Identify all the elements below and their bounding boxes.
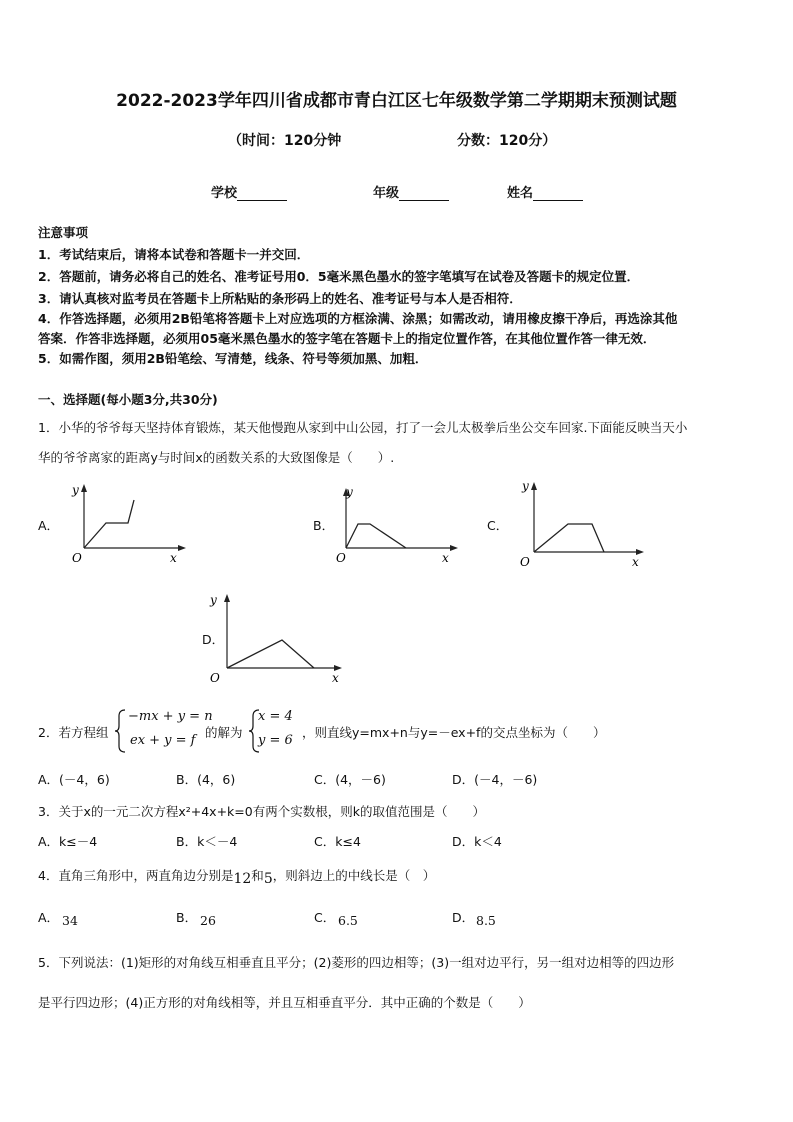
question-3-text: 3．关于x的一元二次方程x²+4x+k=0有两个实数根，则k的取值范围是（ ） [38,804,485,819]
notice-item: 1．考试结束后，请将本试卷和答题卡一并交回． [38,247,310,262]
q4-option-b-label: B． [176,910,198,925]
question-1-line-1: 1．小华的爷爷每天坚持体育锻炼，某天他慢跑从家到中山公园，打了一会儿太极拳后坐公交车回家.下面能反映当天小 [38,420,688,435]
q2-option-c: C．(4，－6) [314,772,386,787]
q4-text-b: ，则斜边上的中线长是（ ） [272,868,436,883]
question-4-text [38,866,436,887]
q3-option-b: B．k＜－4 [176,834,238,849]
q4-leg-2: 5 [263,871,273,887]
y-axis-label: y [522,479,529,493]
q1-graph-d [200,588,350,688]
question-2-suffix: ，则直线y=mx+n与y=－ex+f的交点坐标为（ ） [302,725,606,740]
y-axis-label: y [346,485,353,499]
q2-option-a: A．(－4，6) [38,772,110,787]
notice-item: 5．如需作图，须用2B铅笔绘、写清楚，线条、符号等须加黑、加粗． [38,351,428,366]
origin-label: O [336,551,346,565]
q3-option-d: D．k＜4 [452,834,502,849]
equation-2: ex + y = f [130,733,196,748]
school-blank [237,187,287,201]
q2-option-d: D．(－4，－6) [452,772,538,787]
q4-leg-1: 12 [233,871,252,887]
solution-y: y = 6 [258,733,293,748]
grade-blank [399,187,449,201]
section-heading: 一、选择题(每小题3分,共30分) [38,392,218,407]
notice-heading: 注意事项 [38,225,89,240]
q4-option-c-label: C． [314,910,336,925]
y-axis-label: y [210,593,217,607]
left-brace-icon [114,708,128,754]
question-2-mid: 的解为 [205,725,243,740]
name-field [507,182,583,201]
school-label: 学校 [211,186,238,201]
q1-graph-b [336,482,466,568]
notice-item: 答案．作答非选择题，必须用05毫米黑色墨水的签字笔在答题卡上的指定位置作答，在其他位置作答一律无效． [38,331,656,346]
q1-option-d-label: D． [202,632,225,647]
x-axis-label: x [632,555,639,569]
y-axis-label: y [72,483,79,497]
origin-label: O [72,551,82,565]
notice-item: 3．请认真核对监考员在答题卡上所粘贴的条形码上的姓名、准考证号与本人是否相符． [38,291,522,306]
exam-title: 2022-2023学年四川省成都市青白江区七年级数学第二学期期末预测试题 [116,91,677,111]
origin-label: O [210,671,220,685]
notice-item: 2．答题前，请务必将自己的姓名、准考证号用0．5毫米黑色墨水的签字笔填写在试卷及答题卡的规定位置． [38,269,640,284]
school-field [211,182,287,201]
q1-option-c-label: C． [487,518,509,533]
question-5-line-2: 是平行四边形；(4)正方形的对角线相等，并且互相垂直平分．其中正确的个数是（ ） [38,995,531,1010]
q4-option-d-value: 8.5 [476,913,496,928]
q4-option-c-value: 6.5 [338,913,358,928]
exam-time: （时间：120分钟 [228,133,342,149]
q2-option-b: B．(4，6) [176,772,236,787]
question-1-line-2: 华的爷爷离家的距离y与时间x的函数关系的大致图像是（ ）. [38,450,395,465]
x-axis-label: x [170,551,177,565]
q1-graph-c [512,476,652,570]
q4-option-a-label: A． [38,910,60,925]
q3-option-c: C．k≤4 [314,834,361,849]
x-axis-label: x [332,671,339,685]
solution-x: x = 4 [258,709,293,724]
q4-option-b-value: 26 [200,913,216,928]
q4-option-a-value: 34 [62,913,78,928]
x-axis-label: x [442,551,449,565]
name-label: 姓名 [507,186,534,201]
equation-1: −mx + y = n [128,709,213,724]
question-5-line-1: 5．下列说法：(1)矩形的对角线互相垂直且平分；(2)菱形的四边相等；(3)一组对边平行，另一组对边相等的四边形 [38,955,675,970]
question-2-prefix: 2．若方程组 [38,725,109,740]
origin-label: O [520,555,530,569]
q1-option-b-label: B． [313,518,335,533]
grade-field [373,182,449,201]
q1-graph-a [64,478,194,568]
q4-option-d-label: D． [452,910,475,925]
notice-item: 4．作答选择题，必须用2B铅笔将答题卡上对应选项的方框涂满、涂黑；如需改动，请用橡皮擦干净后，再选涂其他 [38,311,678,326]
q4-text-a: 4．直角三角形中，两直角边分别是 [38,868,234,883]
q4-and: 和 [251,868,264,883]
grade-label: 年级 [373,186,400,201]
q3-option-a: A．k≤－4 [38,834,98,849]
exam-score: 分数：120分） [457,133,557,149]
name-blank [533,187,583,201]
q1-option-a-label: A． [38,518,60,533]
